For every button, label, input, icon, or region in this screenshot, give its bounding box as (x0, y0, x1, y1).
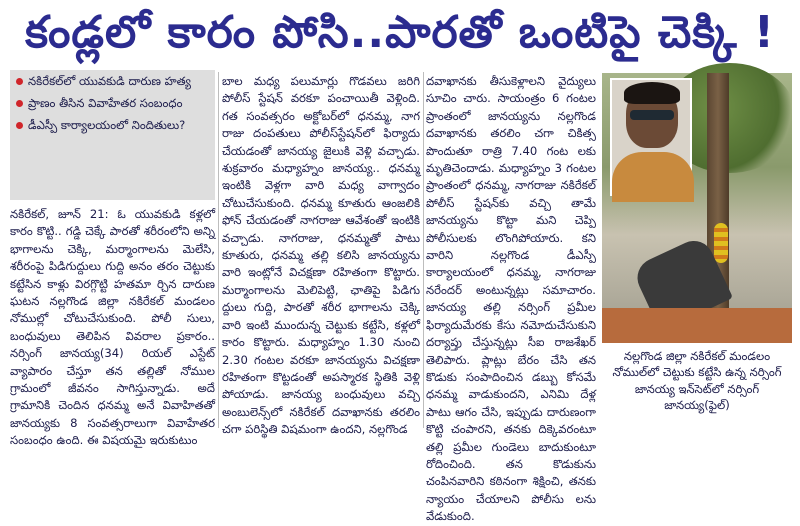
article-text: దవాఖానకు తీసుకెళ్లాలని వైద్యులు సూచిం చారు. సాయంత్రం 6 గంటల ప్రాంతంలో జానయ్యను నల్లగొండ దవాఖానకు తరలిం చగా చికిత్స పొందుతూ రాత్రి 7.40 గంట లకు మృతిచెందాడు. మధ్యాహ్నం 3 గంటల ప్రాంతంలో ధనమ్మ, నాగరాజు నకిరేకల్‌ పోలీస్‌ స్టేషన్‌కు వచ్చి తామే జానయ్యను కొట్టా మని చెప్పి పోలీసులకు లొంగిపోయారు. కని వారిని నల్లగొండ డీఎస్పీ కార్యాలయంలో ధనమ్మ, నాగరాజు నరేందర్‌ అంటున్నట్లు సమాచారం. జానయ్య తల్లి నర్సింగ్‌ ప్రమీల ఫిర్యాదుమేరకు కేసు నమోదుచేసుకుని దర్యాప్తు చేస్తున్నట్లు సీఐ రాజశేఖర్‌ తెలిపారు. ప్లాట్లు బేరం చేసి తన కొడుకు సంపాదించిన డబ్బు కోసమే ధనమ్మ వాడుకుందని, ఎనిమి దేళ్ల పాటు ఆగం చేసి, ఇప్పుడు దారుణంగా కొట్టి చంపారని, తనకు దిక్కెవరంటూ తల్లి ప్రమీల గుండెలు బాదుకుంటూ రోదించింది. తన కొడుకును చంపినవారిని కఠినంగా శిక్షించి, తనకు న్యాయం చేయాలని పోలీసు లను వేడుకుంది. (426, 74, 596, 524)
article-column-2 (222, 73, 420, 437)
sunglasses-icon (630, 110, 674, 120)
column-divider (218, 72, 219, 428)
article-text: నకిరేకల్‌, జూన్‌ 21: ఓ యువకుడి కళ్లలో కారం కొట్టి.. గడ్డి చెక్కే పారతో శరీరంలోని అన్ని భాగాలను చెక్కి, మర్మాంగాలను మెలేసి, శరీరంపై పిడిగుద్దులు గుద్ది అనం తరం చెట్టుకు కట్టేసిన కాళ్లు విరగ్గొట్టి హతమా ర్చిన దారుణ ఘటన నల్లగొండ జిల్లా నకిరేకల్‌ మండలం నోముల్లో చోటుచేసుకుంది. పోలీ సులు, బంధువులు తెలిపిన వివరాల ప్రకారం.. నర్సింగ్‌ జానయ్య(34) రియల్‌ ఎస్టేట్‌ వ్యాపారం చేస్తూ తన తల్లితో నోముల గ్రామంలో జీవనం సాగిస్తున్నాడు. అదే గ్రామానికి చెందిన ధనమ్మ అనే వివాహితతో జానయ్యకు 8 సంవత్సరాలుగా వివాహేతర సంబంధం ఉంది. ఈ విషయమై ఇరుకుటుం (10, 207, 215, 448)
highlight-item (10, 70, 215, 92)
headline: కండ్లలో కారం పోసి..పారతో ఒంటిపై చెక్కి ! (25, 7, 775, 58)
article-column-1 (10, 206, 215, 448)
flower-garland (714, 223, 728, 263)
inset-portrait (610, 78, 692, 196)
article-column-3 (426, 73, 596, 524)
portrait-shirt (612, 152, 694, 202)
portrait-hair (624, 82, 680, 104)
article-text: బాల మధ్య పలుమార్లు గొడవలు జరిగి పోలీస్‌ స్టేషన్‌ వరకూ పంచాయితీ వెళ్లింది. గత సంవత్సరం అక్టోబర్‌లో ధనమ్మ, నాగ రాజు దంపతులు పోలీస్‌స్టేషన్‌లో ఫిర్యాదు చేయడంతో జానయ్య జైలుకి వెళ్లి వచ్చాడు. శుక్రవారం మధ్యాహ్నం జానయ్య.. ధనమ్మ ఇంటికి వెళ్లగా వారి మధ్య వాగ్వాదం చోటుచేసుకుంది. ధనమ్మ కూతురు ఆంజలికి ఫోన్‌ చేయడంతో నాగరాజు ఆవేశంతో ఇంటికి వచ్చాడు. నాగరాజు, ధనమ్మతో పాటు కూతురు, ధనమ్మ తల్లి కలిసి జానయ్యను వారి ఇంట్లోనే విచక్షణా రహితంగా కొట్టారు. మర్మాంగాలను మెలిపెట్టి, ఛాతిపై పిడిగు ద్దులు గుద్ది, పారతో శరీర భాగాలను చెక్కి వారి ఇంటి ముందున్న చెట్టుకు కట్టేసి, కళ్లలో కారం కొట్టారు. మధ్యాహ్నం 1.30 నుంచి 2.30 గంటల వరకూ జానయ్యను విచక్షణా రహితంగా కొట్టడంతో అపస్మారక స్థితికి వెళ్లి పోయాడు. జానయ్య బంధువులు వచ్చి అంబులెన్స్‌లో నకిరేకల్‌ దవాఖానకు తరలిం చగా పరిస్థితి విషమంగా ఉందని, నల్లగొండ (222, 74, 420, 437)
column-divider (423, 72, 424, 428)
highlight-text: ప్రాణం తీసిన వివాహేతర సంబంధం (28, 96, 183, 110)
bullet-dot-icon (16, 122, 23, 129)
ground (602, 308, 792, 343)
highlights-box (10, 70, 215, 200)
highlight-item (10, 114, 215, 136)
photo-caption: నల్లగొండ జిల్లా నకిరేకల్‌ మండలం నోముల్‌లో చెట్టుకు కట్టేసి ఉన్న నర్సింగ్‌ జానయ్య ఇన్‌సెట్‌లో నర్సింగ్‌ జానయ్య(ఫైల్‌) (612, 349, 782, 413)
highlight-item (10, 92, 215, 114)
highlight-text: డీఎస్పీ కార్యాలయంలో నిందితులు? (28, 118, 186, 132)
highlight-text: నకిరేకల్‌లో యువకుడి దారుణ హత్య (28, 74, 191, 88)
bullet-dot-icon (16, 100, 23, 107)
bullet-dot-icon (16, 78, 23, 85)
